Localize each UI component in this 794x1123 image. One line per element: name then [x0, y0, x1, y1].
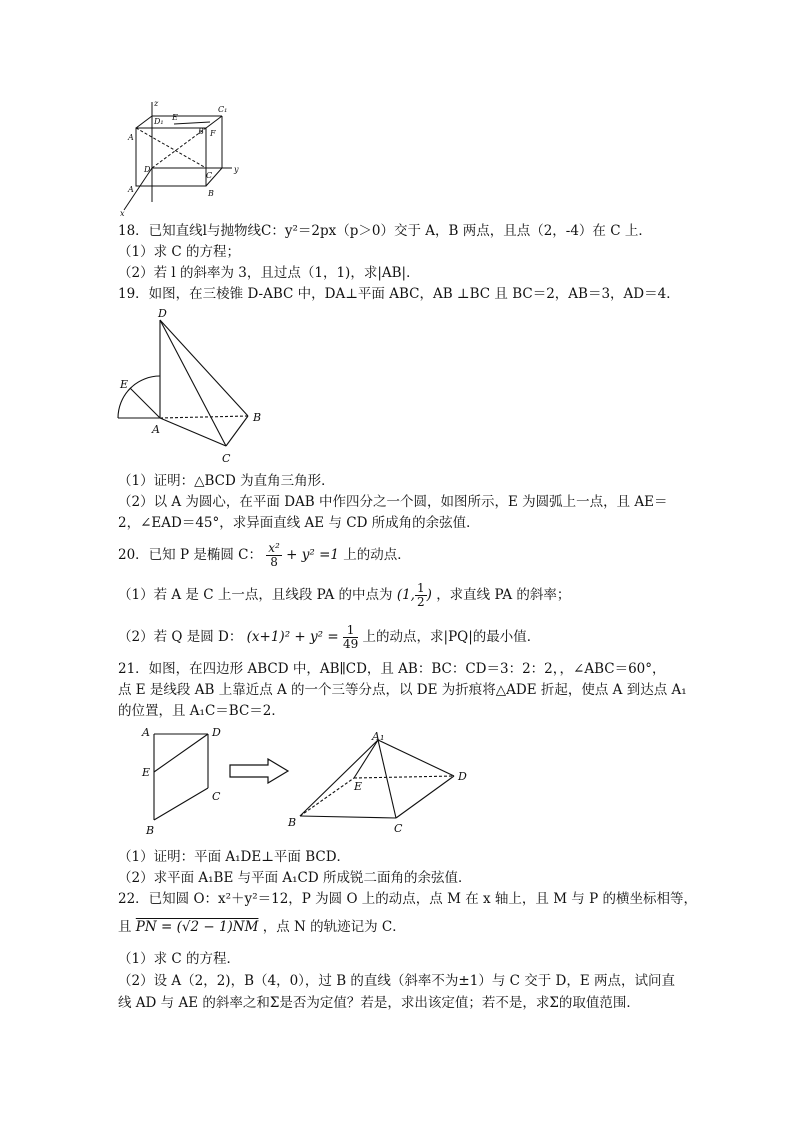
q21-part1: （1）证明：平面 A₁DE⊥平面 BCD． [118, 849, 351, 865]
q22-part1: （1）求 C 的方程． [118, 951, 241, 967]
folded-pyramid-figure [286, 728, 476, 840]
q22-part2-line1: （2）设 A（2，2)，B（4，0），过 B 的直线（斜率不为±1）与 C 交于 D，E 两点，试问直 [118, 973, 675, 989]
label-x: x [120, 209, 125, 218]
label-b1: B [198, 127, 204, 136]
fold-arrow [228, 758, 292, 784]
label-c: C [222, 452, 231, 465]
label-b: B [208, 189, 214, 198]
label-e: E [354, 780, 363, 793]
label-y: y [234, 165, 239, 174]
q19-part2-line2: 2，∠EAD＝45°，求异面直线 AE 与 CD 所成角的余弦值． [118, 515, 480, 531]
q20-stem: 20．已知 P 是椭圆 C： $\frac{\text{x²}}{8}$ + y² =1 上的动点． [118, 541, 411, 569]
label-e: E [120, 378, 129, 391]
q22-part2-line2: 线 AD 与 AE 的斜率之和Σ是否为定值？若是，求出该定值；若不是，求Σ的取值范围． [118, 995, 640, 1011]
midpoint-fraction: $\frac{1}{2}$ [416, 581, 425, 609]
q22-line2: 且 PN = (√2 − 1)NM ，点 N 的轨迹记为 C． [118, 919, 406, 935]
label-a: A [152, 423, 160, 436]
pyramid-figure [116, 306, 276, 466]
label-e: E [172, 113, 178, 122]
label-b: B [146, 824, 155, 837]
label-e: E [142, 766, 151, 779]
q19-part2-line1: （2）以 A 为圆心，在平面 DAB 中作四分之一个圆，如图所示，E 为圆弧上一点，且 AE＝ [118, 494, 668, 510]
label-b: B [253, 411, 262, 424]
q19-part1: （1）证明：△BCD 为直角三角形． [118, 473, 335, 489]
label-a1: A₁ [372, 730, 385, 743]
label-a: A [128, 185, 134, 194]
label-c: C [212, 790, 221, 803]
label-d1: D₁ [154, 117, 164, 126]
label-a1: A [128, 133, 134, 142]
cube-figure [118, 98, 248, 218]
q21-line3: 的位置，且 A₁C＝BC＝2． [118, 703, 285, 719]
q20-part1: （1）若 A 是 C 上一点，且线段 PA 的中点为 (1, $\frac{1}{2}$ ) ，求直线 PA 的斜率； [118, 581, 571, 609]
label-a: A [142, 726, 150, 739]
label-c: C [394, 822, 403, 835]
label-d: D [458, 770, 467, 783]
ellipse-fraction: $\frac{\text{x²}}{8}$ [268, 541, 280, 569]
label-d: D [212, 726, 221, 739]
label-c: C [206, 171, 213, 180]
q20-part2: （2）若 Q 是圆 D： (x+1)² + y² = $\frac{1}{49}$ 上的动点，求|PQ|的最小值． [118, 623, 541, 651]
vector-relation: PN = (√2 − 1)NM [135, 919, 259, 935]
q21-line2: 点 E 是线段 AB 上靠近点 A 的一个三等分点，以 DE 为折痕将△ADE 折起，使点 A 到达点 A₁ [118, 682, 687, 698]
radius-fraction: $\frac{1}{49}$ [342, 623, 359, 651]
label-d: D [144, 165, 151, 174]
label-d: D [158, 307, 167, 320]
label-c1: C₁ [218, 105, 228, 114]
q18-stem: 18．已知直线l与抛物线C：y²＝2px（p＞0）交于 A，B 两点，且点（2，-4）在 C 上． [118, 223, 652, 239]
q18-part1: （1）求 C 的方程； [118, 244, 241, 260]
q21-part2: （2）求平面 A₁BE 与平面 A₁CD 所成锐二面角的余弦值． [118, 870, 472, 886]
q18-part2: （2）若 l 的斜率为 3，且过点（1，1)，求|AB|． [118, 265, 420, 281]
label-f: F [210, 129, 216, 138]
q19-stem: 19．如图，在三棱锥 D-ABC 中，DA⊥平面 ABC，AB ⊥BC 且 BC＝2，AB＝3，AD＝4． [118, 286, 680, 302]
label-z: z [154, 99, 159, 108]
q22-line1: 22．已知圆 O：x²＋y²＝12，P 为圆 O 上的动点，点 M 在 x 轴上，且 M 与 P 的横坐标相等， [118, 891, 697, 907]
q21-line1: 21．如图，在四边形 ABCD 中，AB∥CD，且 AB：BC：CD＝3：2：2，，∠ABC＝60°， [118, 661, 666, 677]
label-b: B [288, 816, 297, 829]
